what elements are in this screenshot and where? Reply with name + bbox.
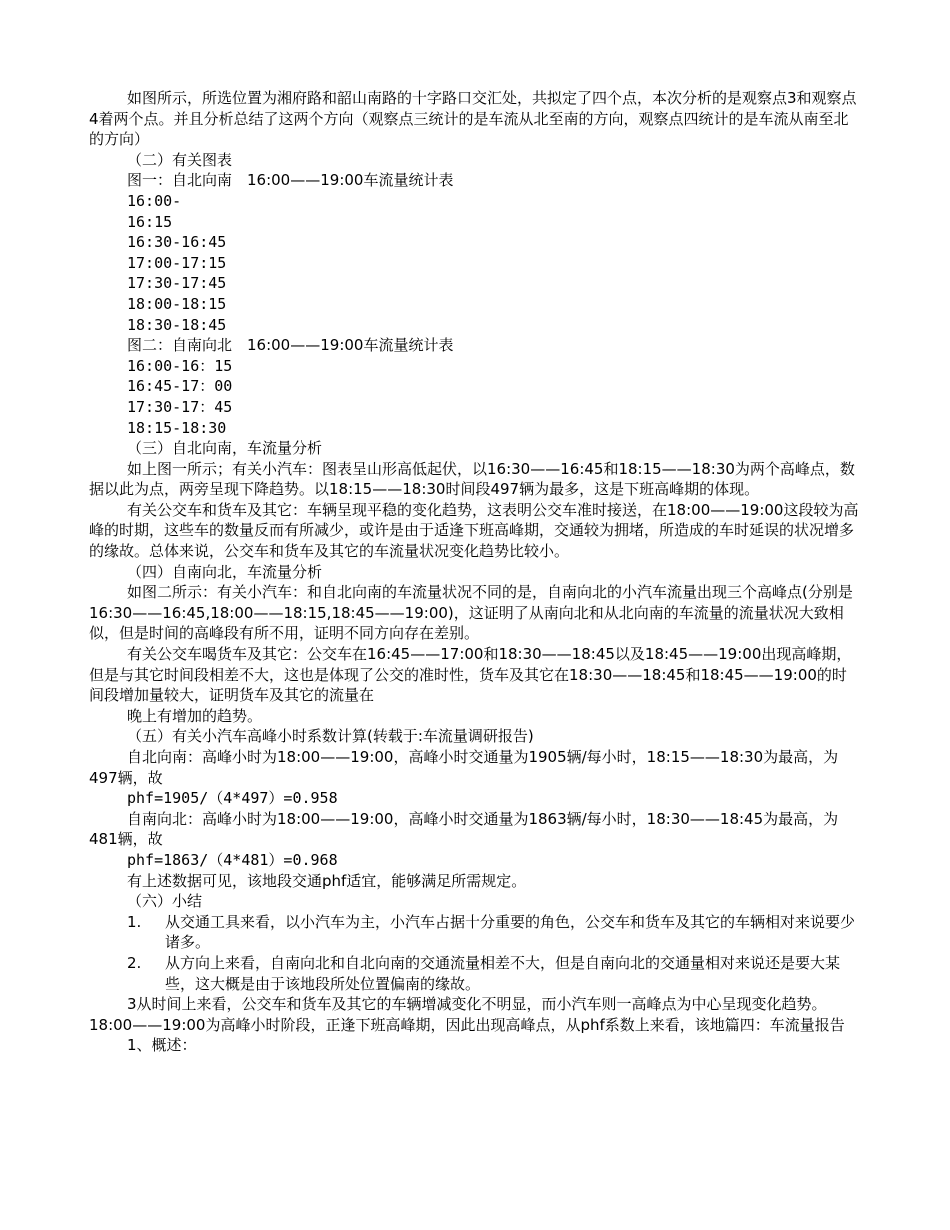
time-range-line: 17:30-17：45 [127, 397, 233, 416]
figure-title-1: 图一：自北向南 16:00——19:00车流量统计表 [127, 171, 454, 190]
document-page [89, 88, 861, 1056]
paragraph-summary-time: 3从时间上来看，公交车和货车及其它的车辆增减变化不明显，而小汽车则一高峰点为中心呈现变化趋势。18:00——19:00为高峰小时阶段，正逢下班高峰期，因此出现高峰点，从phf系数上来看，该地篇四：车流量报告 [89, 995, 845, 1034]
time-range-line: 16:15 [127, 212, 173, 231]
time-range-line: 17:30-17:45 [127, 274, 227, 293]
section-heading-overview: 1、概述： [127, 1036, 197, 1055]
paragraph-cars-south-north: 如图二所示：有关小汽车：和自北向南的车流量状况不同的是，自南向北的小汽车流量出现三个高峰点(分别是16:30——16:45,18:00——18:15,18:45——19:00)，这证明了从南向北和从北向南的车流量的流量状况大致相似，但是时间的高峰段有所不用，证明不同方向存在差别。 [89, 583, 853, 643]
list-item-text: 从交通工具来看，以小汽车为主，小汽车占据十分重要的角色，公交车和货车及其它的车辆相对来说要少诸多。 [165, 912, 856, 952]
time-range-line: 18:15-18:30 [127, 418, 227, 437]
paragraph-phf-south-north: 自南向北：高峰小时为18:00——19:00，高峰小时交通量为1863辆/每小时，18:30——18:45为最高，为481辆，故 [89, 809, 839, 849]
paragraph-phf-conclusion: 有上述数据可见，该地段交通phf适宜，能够满足所需规定。 [127, 871, 527, 890]
section-heading-summary: （六）小结 [127, 892, 203, 911]
list-item [89, 953, 861, 994]
time-range-line: 18:30-18:45 [127, 315, 227, 334]
section-heading-north-south: （三）自北向南，车流量分析 [127, 439, 323, 458]
list-item [89, 912, 861, 953]
formula-phf-north-south: phf=1905/（4*497）=0.958 [127, 789, 338, 808]
section-heading-phf: （五）有关小汽车高峰小时系数计算(转载于:车流量调研报告) [127, 727, 534, 746]
time-range-line: 16:00-16：15 [127, 356, 233, 375]
paragraph-intro: 如图所示，所选位置为湘府路和韶山南路的十字路口交汇处，共拟定了四个点，本次分析的是观察点3和观察点4着两个点。并且分析总结了这两个方向（观察点三统计的是车流从北至南的方向，观察点四统计的是车流从南至北的方向） [89, 89, 857, 149]
list-item-text: 从方向上来看，自南向北和自北向南的交通流量相差不大，但是自南向北的交通量相对来说还是要大某些，这大概是由于该地段所处位置偏南的缘故。 [165, 953, 841, 993]
paragraph-continuation: 晚上有增加的趋势。 [127, 706, 263, 725]
paragraph-cars-north-south: 如上图一所示；有关小汽车：图表呈山形高低起伏，以16:30——16:45和18:15——18:30为两个高峰点，数据以此为点，两旁呈现下降趋势。以18:15——18:30时间段497辆为最多，这是下班高峰期的体现。 [89, 459, 855, 499]
time-range-line: 16:00- [127, 191, 182, 210]
time-range-line: 18:00-18:15 [127, 294, 227, 313]
time-range-line: 16:45-17：00 [127, 377, 233, 396]
formula-phf-south-north: phf=1863/（4*481）=0.968 [127, 850, 338, 869]
time-range-line: 17:00-17:15 [127, 253, 227, 272]
section-heading-south-north: （四）自南向北，车流量分析 [127, 562, 323, 581]
list-number: 1. [127, 912, 142, 931]
section-heading-charts: （二）有关图表 [127, 150, 233, 169]
paragraph-bus-truck-north-south: 有关公交车和货车及其它：车辆呈现平稳的变化趋势，这表明公交车准时接送，在18:00——19:00这段较为高峰的时期，这些车的数量反而有所减少，或许是由于适逢下班高峰期，交通较为拥堵，所造成的车时延误的状况增多的缘故。总体来说，公交车和货车及其它的车流量状况变化趋势比较小。 [89, 500, 859, 561]
paragraph-bus-truck-south-north: 有关公交车喝货车及其它：公交车在16:45——17:00和18:30——18:45以及18:45——19:00出现高峰期，但是与其它时间段相差不大，这也是体现了公交的准时性，货车及其它在18:30——18:45和18:45——19:00的时间段增加量较大，证明货车及其它的流量在 [89, 645, 852, 705]
list-number: 2. [127, 953, 142, 972]
time-range-line: 16:30-16:45 [127, 233, 227, 252]
paragraph-phf-north-south: 自北向南：高峰小时为18:00——19:00，高峰小时交通量为1905辆/每小时，18:15——18:30为最高，为497辆，故 [89, 748, 839, 787]
figure-title-2: 图二：自南向北 16:00——19:00车流量统计表 [127, 336, 454, 355]
